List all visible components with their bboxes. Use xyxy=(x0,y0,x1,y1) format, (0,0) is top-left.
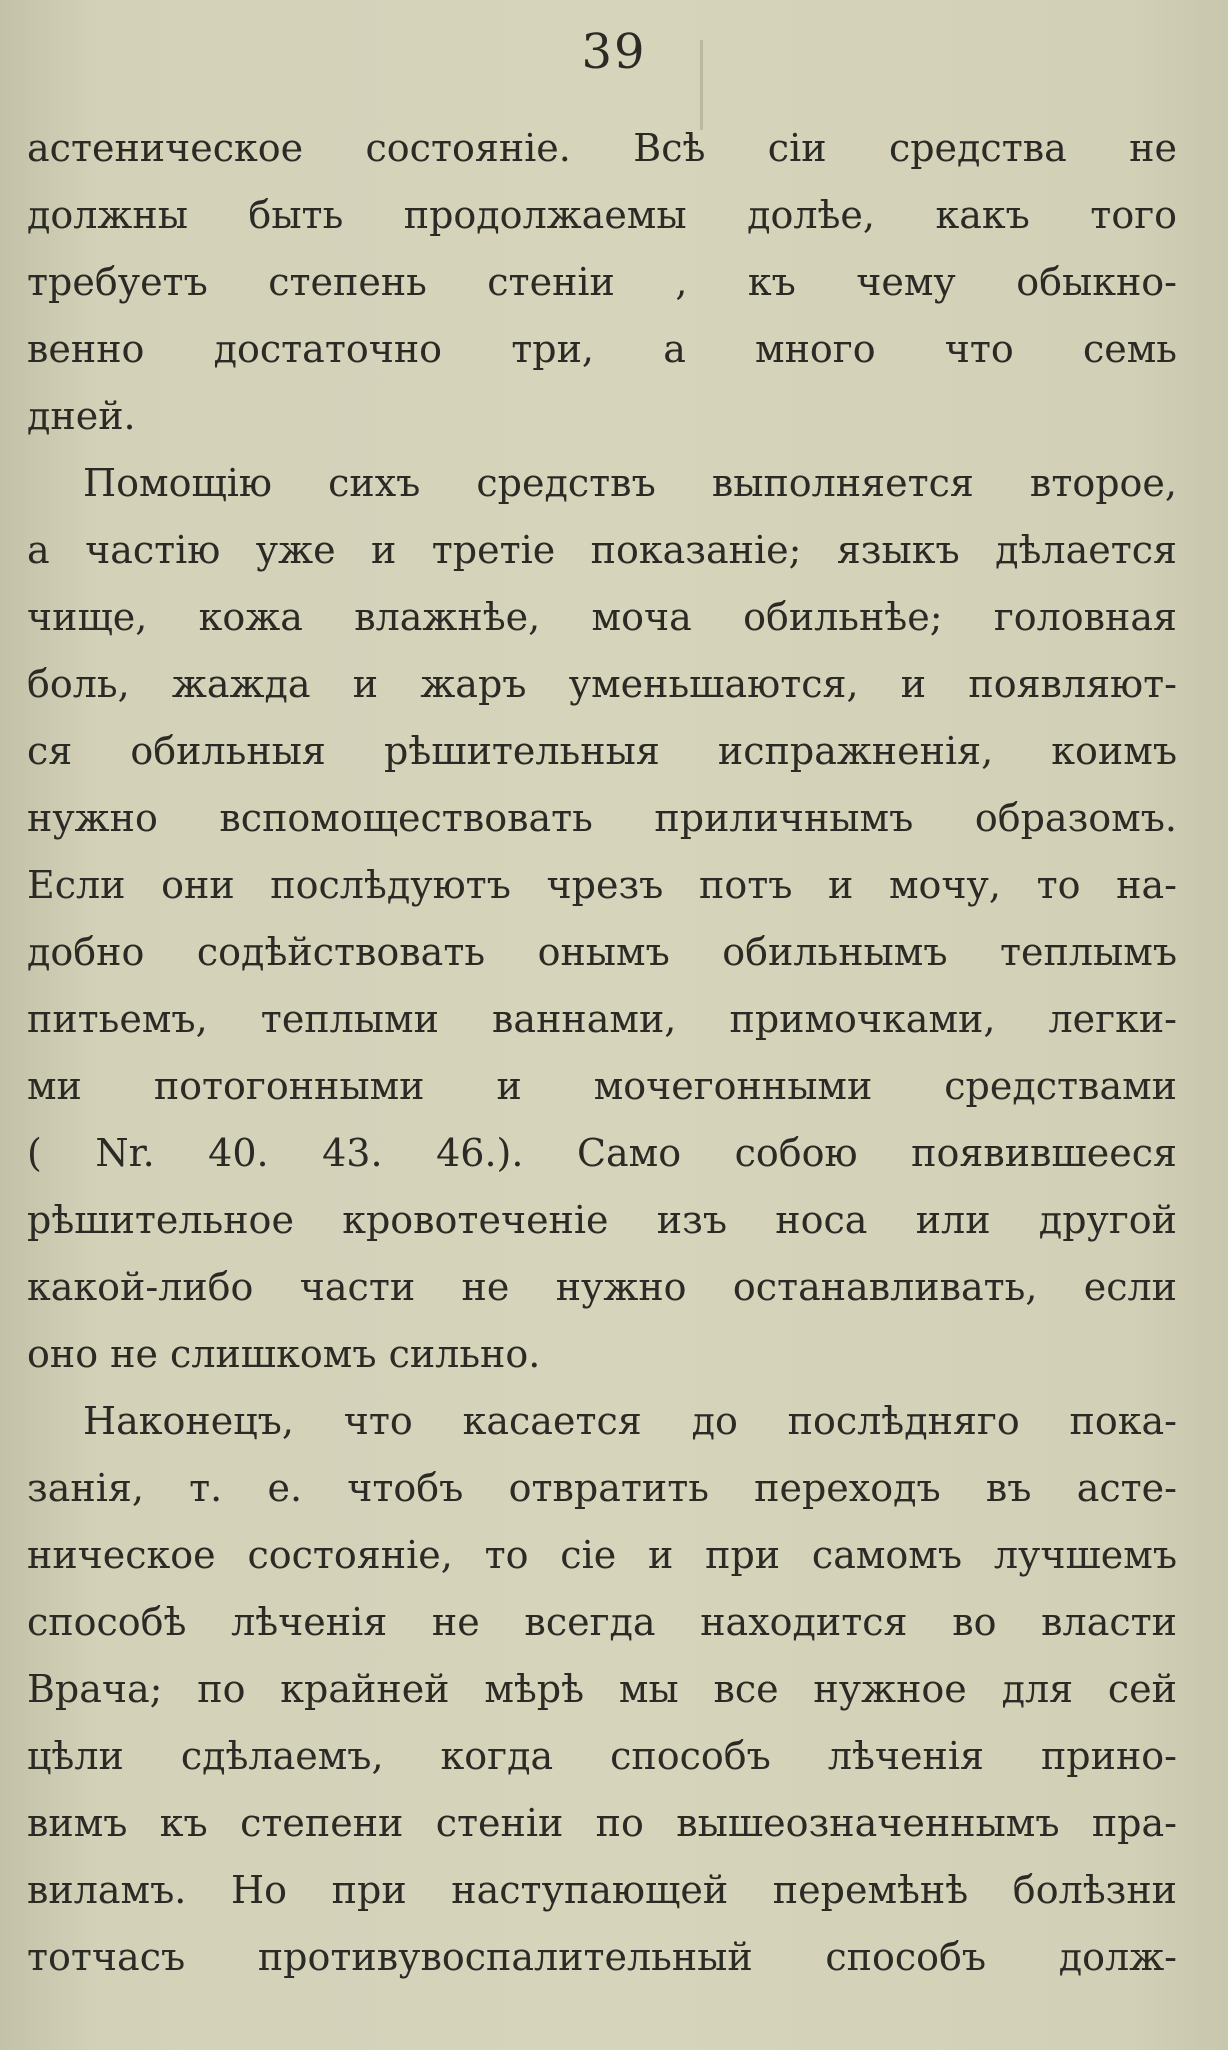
text-line: Врача; по крайней мѣрѣ мы все нужное для сей xyxy=(27,1667,1177,1711)
text-line: вимъ къ степени стеніи по вышеозначеннымъ пра- xyxy=(27,1801,1177,1845)
text-line: питьемъ, теплыми ваннами, примочками, легки- xyxy=(27,997,1177,1041)
text-line: венно достаточно три, а много что семь xyxy=(27,327,1177,371)
text-line: ми потогонными и мочегонными средствами xyxy=(27,1064,1177,1108)
body-text xyxy=(27,115,1177,1991)
text-line: ( Nr. 40. 43. 46.). Само собою появившееся xyxy=(27,1131,1177,1175)
text-line: дней. xyxy=(27,394,136,438)
text-line: Если они послѣдуютъ чрезъ потъ и мочу, то на- xyxy=(27,863,1177,907)
text-line: добно содѣйствовать онымъ обильнымъ теплымъ xyxy=(27,930,1177,974)
text-line: занія, т. е. чтобъ отвратить переходъ въ асте- xyxy=(27,1466,1177,1510)
text-line: чище, кожа влажнѣе, моча обильнѣе; головная xyxy=(27,595,1177,639)
text-line: тотчасъ противувоспалительный способъ долж- xyxy=(27,1935,1177,1979)
text-line: требуетъ степень стеніи , къ чему обыкно- xyxy=(27,260,1177,304)
text-line: ся обильныя рѣшительныя испражненія, коимъ xyxy=(27,729,1177,773)
text-line: оно не слишкомъ сильно. xyxy=(27,1332,541,1376)
text-line: а частію уже и третіе показаніе; языкъ дѣлается xyxy=(27,528,1177,572)
text-line: должны быть продолжаемы долѣе, какъ того xyxy=(27,193,1177,237)
text-line: рѣшительное кровотеченіе изъ носа или другой xyxy=(27,1198,1177,1242)
text-line: Наконецъ, что касается до послѣдняго пока- xyxy=(83,1399,1177,1443)
text-line: астеническое состояніе. Всѣ сіи средства не xyxy=(27,126,1177,170)
text-line: ническое состояніе, то сіе и при самомъ лучшемъ xyxy=(27,1533,1177,1577)
text-line: нужно вспомоществовать приличнымъ образомъ. xyxy=(27,796,1177,840)
text-line: цѣли сдѣлаемъ, когда способъ лѣченія прино- xyxy=(27,1734,1177,1778)
text-line: способѣ лѣченія не всегда находится во власти xyxy=(27,1600,1177,1644)
text-line: Помощію сихъ средствъ выполняется второе, xyxy=(83,461,1177,505)
text-line: какой-либо части не нужно останавливать, если xyxy=(27,1265,1177,1309)
text-line: боль, жажда и жаръ уменьшаются, и появляют- xyxy=(27,662,1177,706)
text-line: виламъ. Но при наступающей перемѣнѣ болѣзни xyxy=(27,1868,1177,1912)
page-number: 39 xyxy=(581,24,647,80)
